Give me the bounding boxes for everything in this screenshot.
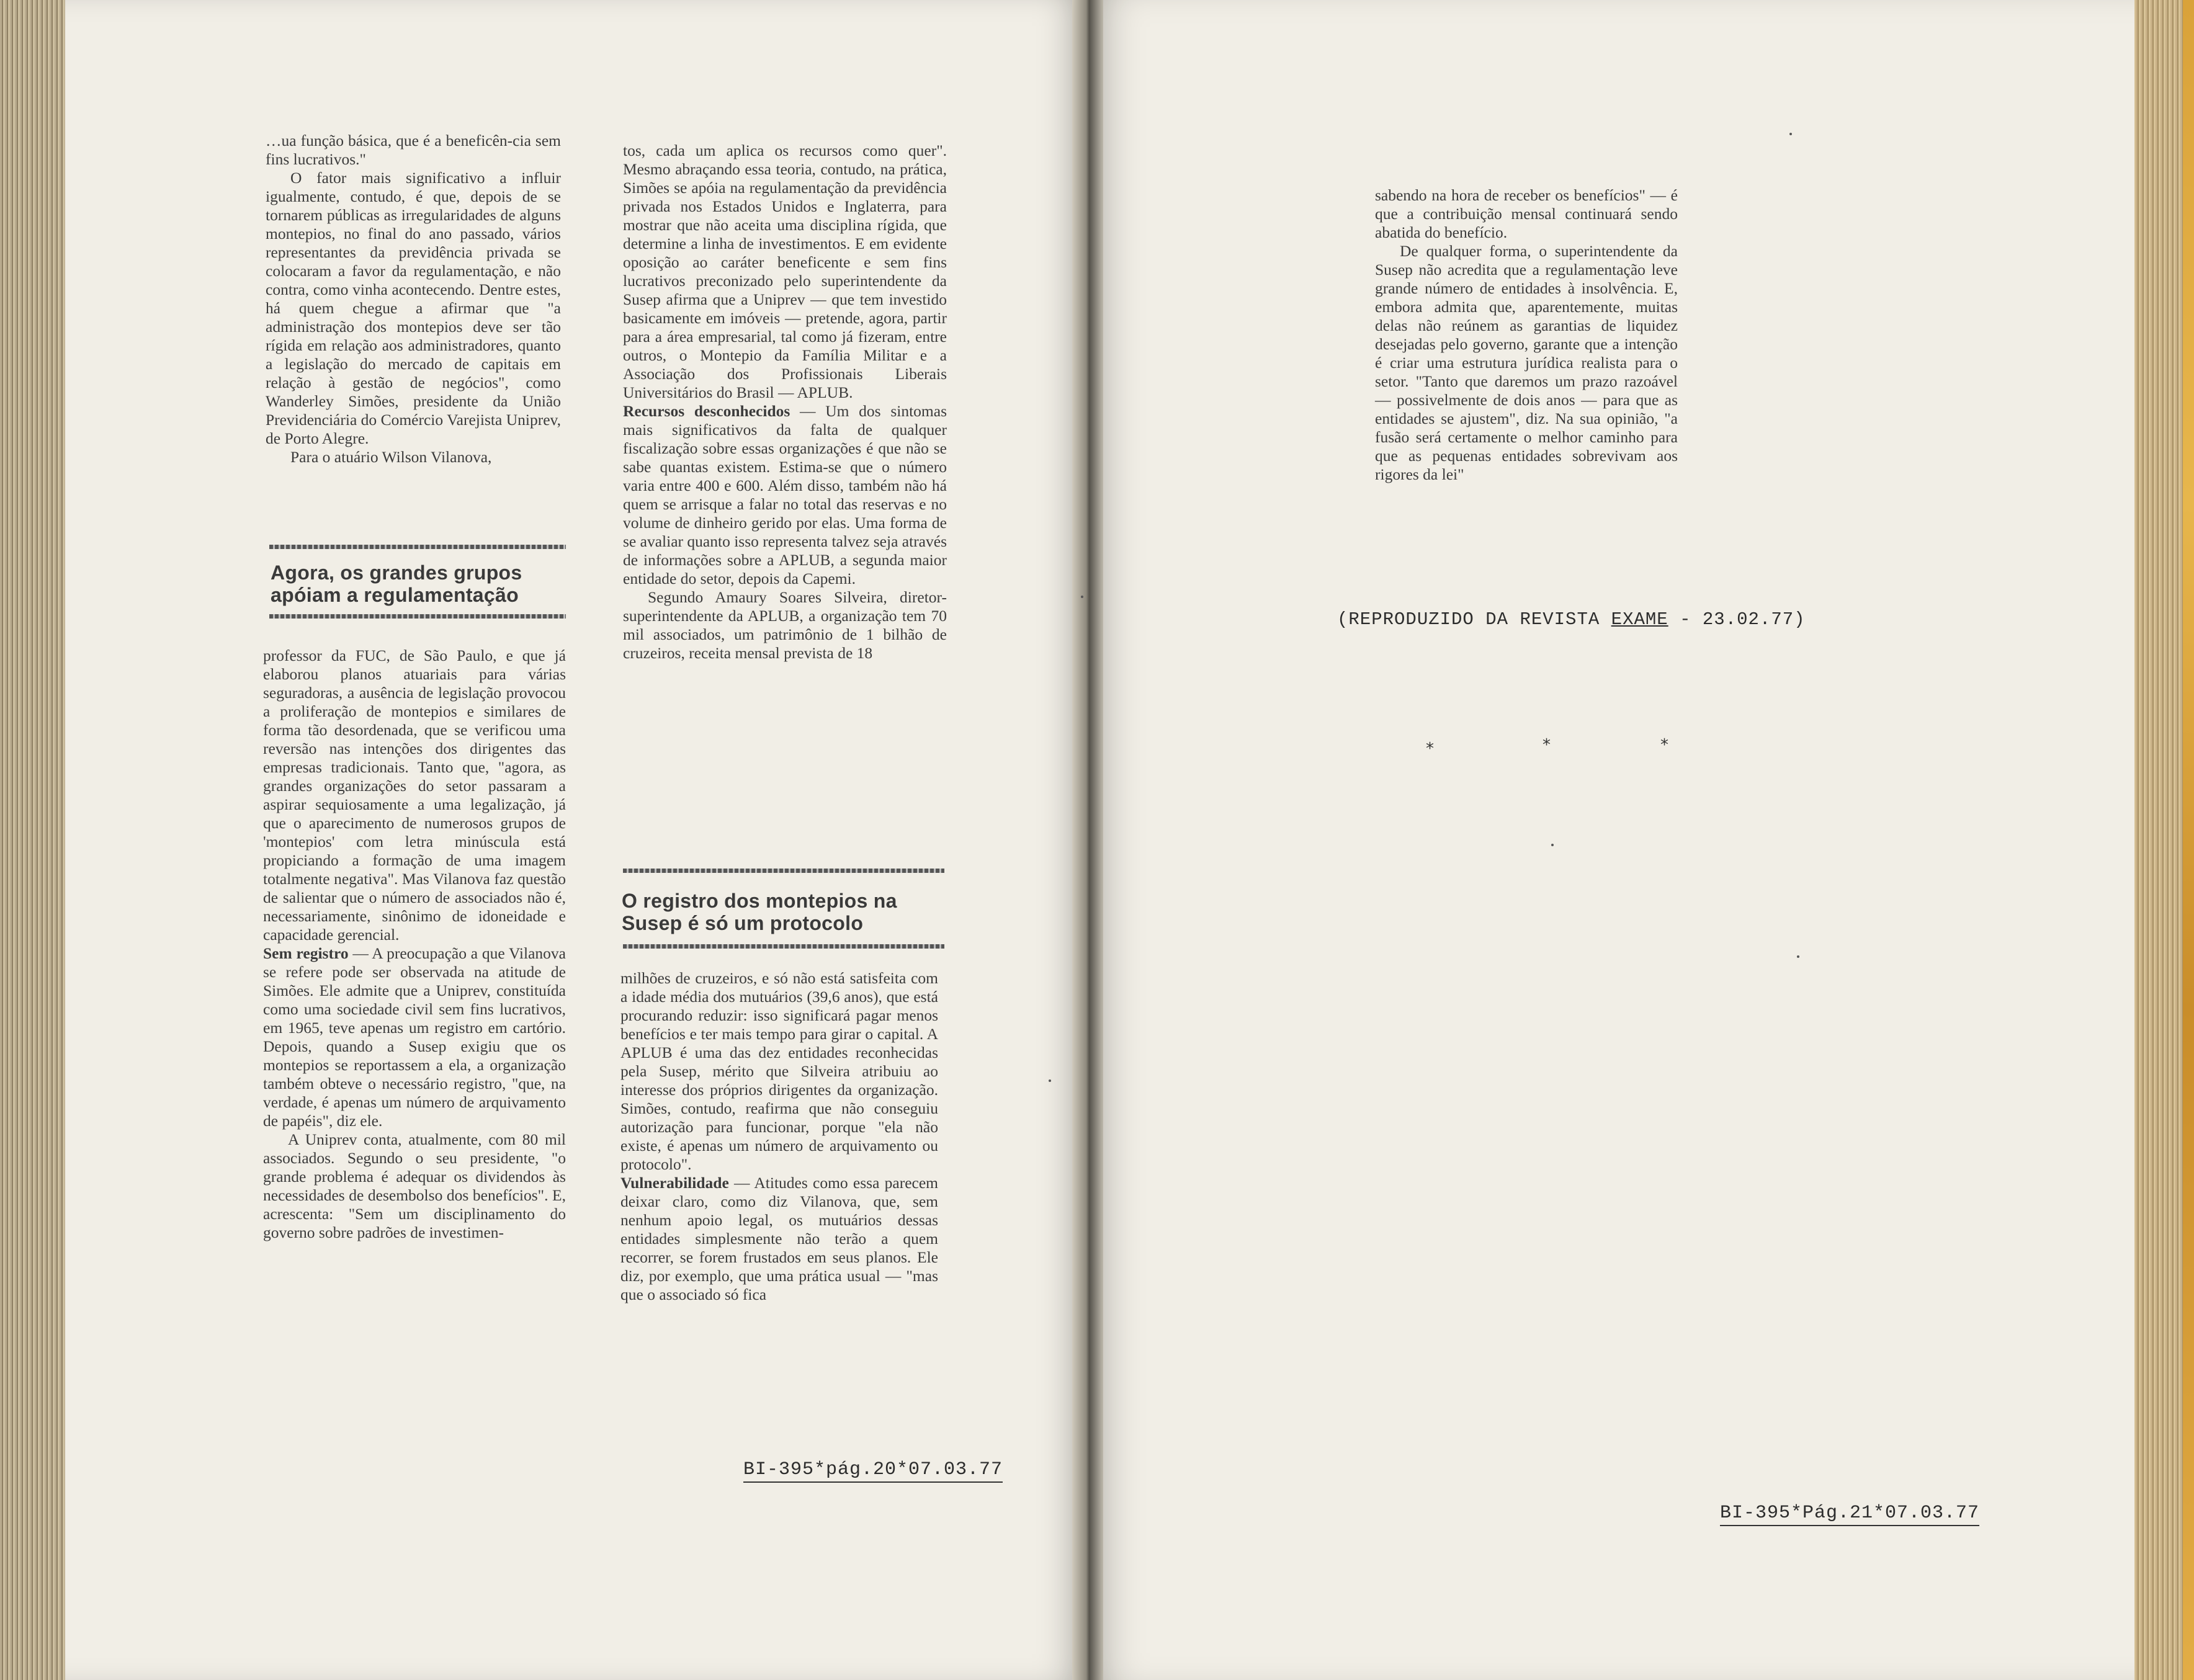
paragraph-text: — A preocupação a que Vilanova se refere pode ser observada na atitude de Simões. Ele admite que a Uniprev, constituída como uma sociedade civil sem fins lucrativos, em 1965, teve apenas um registro em cartório. Depois, quando a Susep exigiu que os montepios se reportassem a ela, a organização também obteve o necessário registro, "que, na verdade, é apenas um número de arquivamento de papéis", diz ele. <box>263 944 566 1130</box>
article-paragraph <box>263 646 566 944</box>
headline-line: apóiam a regulamentação <box>271 584 519 606</box>
paragraph-text: — Atitudes como essa parecem deixar claro, como diz Vilanova, que, sem nenhum apoio legal, os mutuários dessas entidades simplesmente não terão a quem recorrer, se forem frustados em seus planos. Ele diz, por exemplo, que uma prática usual — "mas que o associado só fica <box>620 1174 938 1303</box>
headline-line: Susep é só um protocolo <box>622 912 864 934</box>
paragraph-text: tos, cada um aplica os recursos como quer". Mesmo abraçando essa teoria, contudo, na prática, Simões se apóia na regulamentação da previdência privada nos Estados Unidos e Inglaterra, para mostrar que não aceita uma disciplina rígida, que determine a linha de investimentos. E em evidente oposição ao caráter beneficente e sem fins lucrativos preconizado pelo superintendente da Susep afirma que a Uniprev — que tem investido basicamente em imóveis — pretende, agora, partir para a área empresarial, tal como já fizeram, entre outros, o Montepio da Família Militar e a Associação dos Profissionais Liberais Universitários do Brasil — APLUB. <box>623 141 947 401</box>
article-paragraph <box>266 132 561 169</box>
article-column-2-bottom <box>620 969 938 1304</box>
paragraph-text: …ua função básica, que é a beneficên-cia sem fins lucrativos." <box>266 132 561 168</box>
article-paragraph <box>623 141 947 402</box>
paragraph-text: Segundo Amaury Soares Silveira, diretor-superintendente da APLUB, a organização tem 70 mil associados, um patrimônio de 1 bilhão de cruzeiros, receita mensal prevista de 18 <box>623 588 947 662</box>
article-paragraph <box>620 1174 938 1304</box>
article-paragraph <box>1375 242 1678 484</box>
paragraph-text: A Uniprev conta, atualmente, com 80 mil associados. Segundo o seu presidente, "o grande problema é adequar os dividendos às necessidades de desembolso dos benefícios". E, acrescenta: "Sem um disciplinamento do governo sobre padrões de investimen- <box>263 1130 566 1241</box>
article-paragraph <box>623 588 947 663</box>
page-speck <box>1789 133 1792 135</box>
source-citation <box>1337 609 1806 630</box>
paragraph-text: milhões de cruzeiros, e só não está satisfeita com a idade média dos mutuários (39,6 anos), que está procurando reduzir: isso significará pagar menos benefícios e ter mais tempo para girar o capital. A APLUB é uma das dez entidades reconhecidas pela Susep, mérito que Silveira atribuiu ao interesse dos próprios dirigentes da organização. Simões, contudo, reafirma que não conseguiu autorização para funcionar, porque "ela não existe, é apenas um número de arquivamento ou protocolo". <box>620 969 938 1173</box>
divider-star: * <box>1426 739 1434 758</box>
article-paragraph <box>263 1130 566 1242</box>
paragraph-text: — Um dos sintomas mais significativos da falta de qualquer fiscalização sobre essas organizações é que não se sabe quantas existem. Estima-se que o número varia entre 400 e 600. Além disso, também não há quem se arrisque a falar no total das reservas e no volume de dinheiro gerido por elas. Uma forma de se avaliar quanto isso representa talvez seja através de informações sobre a APLUB, a segunda maior entidade do setor, depois da Capemi. <box>623 402 947 588</box>
headline-rule-top <box>623 869 944 873</box>
paragraph-text: sabendo na hora de receber os benefícios" — é que a contribuição mensal continuará sendo abatida do benefício. <box>1375 186 1678 241</box>
page-speck <box>1797 955 1799 958</box>
page-footer-left: BI-395*pág.20*07.03.77 <box>743 1459 1003 1483</box>
paragraph-text: O fator mais significativo a influir igualmente, contudo, é que, depois de se tornarem públicas as irregularidades de alguns montepios, no final do ano passado, vários representantes da previdência privada se colocaram a favor da regulamentação, e não contra, como vinha acontecendo. Dentre estes, há quem chegue a afirmar que "a administração dos montepios deve ser tão rígida em relação aos administradores, quanto a legislação do mercado de capitais em relação à gestão de negócios", como Wanderley Simões, presidente da União Previdenciária do Comércio Varejista Uniprev, de Porto Alegre. <box>266 169 561 447</box>
paragraph-text: Para o atuário Wilson Vilanova, <box>290 448 492 466</box>
headline-rule-top <box>269 545 566 549</box>
right-edge-tabs <box>2183 0 2194 1680</box>
article-column-1-bottom <box>263 646 566 1242</box>
page-speck <box>1049 1079 1051 1082</box>
article-paragraph <box>1375 186 1678 242</box>
headline-registro-susep <box>622 890 897 934</box>
article-paragraph <box>266 169 561 448</box>
headline-rule-bottom <box>269 614 566 619</box>
headline-grandes-grupos <box>271 561 522 606</box>
page-footer-right: BI-395*Pág.21*07.03.77 <box>1720 1503 1979 1526</box>
article-paragraph <box>266 448 561 467</box>
source-prefix: (REPRODUZIDO DA REVISTA <box>1337 609 1611 630</box>
paragraph-lead-in: Sem registro <box>263 944 349 962</box>
divider-star: * <box>1660 736 1668 754</box>
page-speck <box>1551 844 1554 846</box>
article-paragraph <box>623 402 947 588</box>
article-paragraph <box>263 944 566 1130</box>
book-gutter <box>1072 0 1103 1680</box>
headline-line: O registro dos montepios na <box>622 890 897 912</box>
source-suffix: - 23.02.77) <box>1668 609 1806 630</box>
headline-line: Agora, os grandes grupos <box>271 561 522 584</box>
divider-star: * <box>1543 736 1551 754</box>
article-column-1-top <box>266 132 561 467</box>
article-column-3 <box>1375 186 1678 484</box>
article-paragraph <box>620 969 938 1174</box>
paragraph-text: De qualquer forma, o superintendente da Susep não acredita que a regulamentação leve grande número de entidades à insolvência. E, embora admita que, aparentemente, muitas delas não reúnem as garantias de liquidez desejadas pelo governo, garante que a intenção é criar uma estrutura jurídica realista para o setor. "Tanto que daremos um prazo razoável — possivelmente de dois anos — para que as entidades se ajustem", diz. Na sua opinião, "a fusão será certamente o melhor caminho para que as pequenas entidades sobrevivam aos rigores da lei" <box>1375 242 1678 483</box>
paragraph-lead-in: Recursos desconhecidos <box>623 402 790 420</box>
paragraph-text: professor da FUC, de São Paulo, e que já elaborou planos atuariais para várias seguradoras, a ausência de legislação provocou a proliferação de montepios e similares de forma tão desordenada, que se verificou uma reversão nas intenções dos dirigentes das empresas tradicionais. Tanto que, "agora, as grandes organizações do setor passaram a aspirar sequiosamente a uma legalização, já que o aparecimento de numerosos grupos de 'montepios' com letra minúscula está propiciando a formação de uma imagem totalmente negativa". Mas Vilanova faz questão de salientar que o número de associados não é, necessariamente, sinônimo de idoneidade e capacidade gerencial. <box>263 646 566 944</box>
paragraph-lead-in: Vulnerabilidade <box>620 1174 729 1192</box>
source-magazine: EXAME <box>1611 609 1668 630</box>
page-speck <box>1081 596 1083 598</box>
headline-rule-bottom <box>623 944 944 949</box>
article-column-2-top <box>623 141 947 663</box>
